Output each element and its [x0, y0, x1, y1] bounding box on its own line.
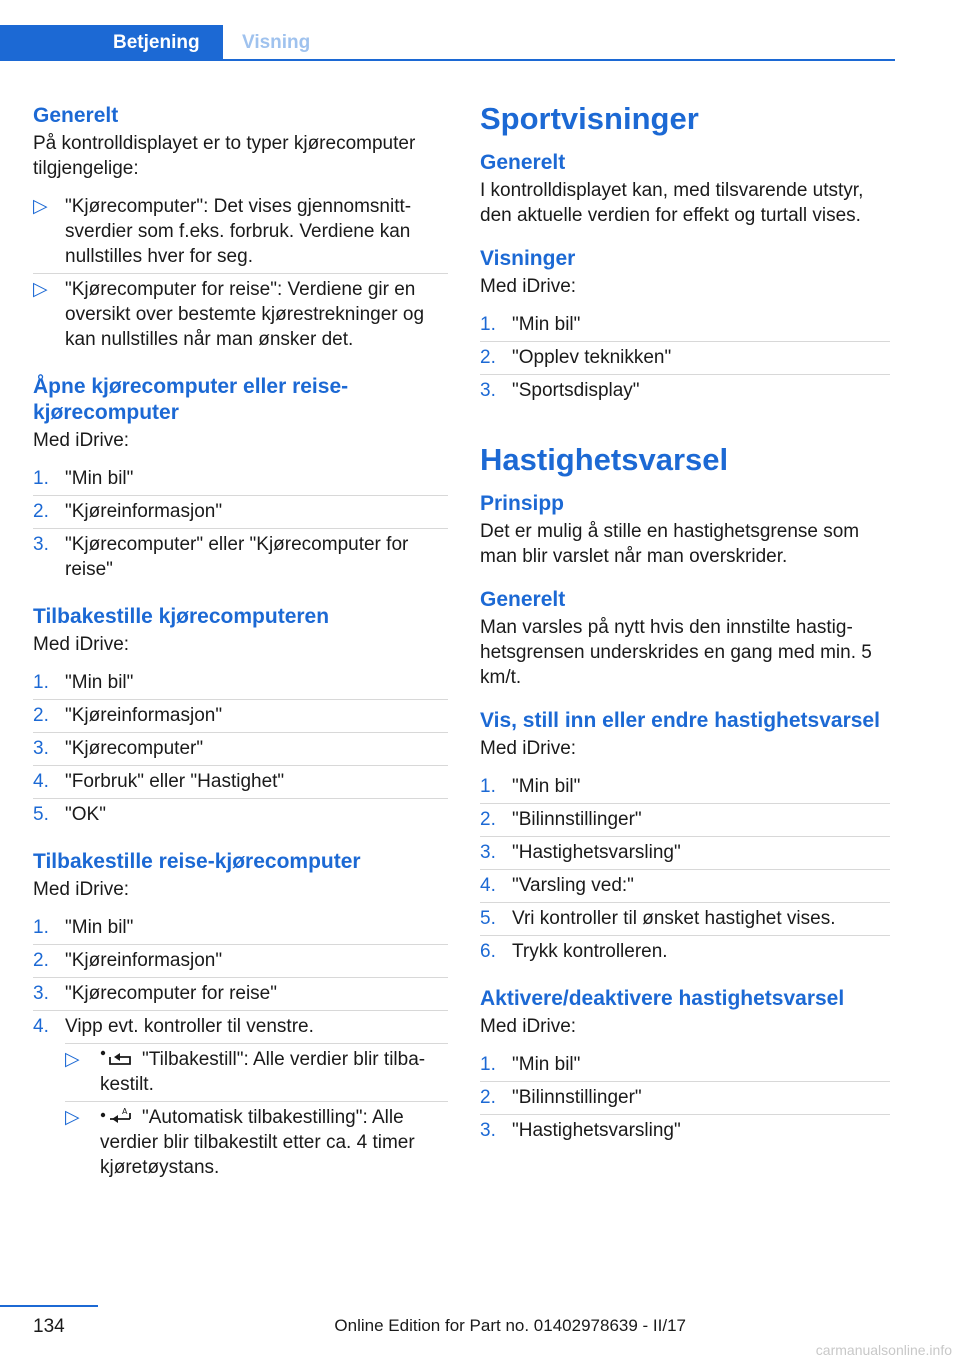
list-item: ▷ A "Automatisk tilbakestilling": Alle verdier blir tilbakestilt etter ca. 4 timer kjøretøystans.: [65, 1101, 448, 1184]
section-title-generelt: Generelt: [33, 104, 119, 127]
tab-betjening[interactable]: Betjening: [0, 25, 223, 61]
tab-visning[interactable]: Visning: [242, 32, 311, 53]
sport-generelt-text: I kontrolldisplayet kan, med tilsvarende utstyr, den aktuelle verdien for effekt og turtall vises.: [480, 180, 864, 226]
visninger-intro: Med iDrive:: [480, 276, 577, 297]
edition-text: Online Edition for Part no. 01402978639 - II/17: [334, 1316, 686, 1335]
chapter-title-sport: Sportvisninger: [480, 101, 699, 136]
list-item: 1. "Min bil": [480, 314, 581, 335]
triangle-bullet-icon: ▷: [65, 1107, 80, 1128]
list-item: 1. "Min bil": [33, 672, 134, 693]
list-item: 4. "Forbruk" eller "Hastighet": [33, 765, 448, 798]
triangle-bullet-icon: ▷: [33, 196, 48, 217]
section-title-reset-trip: Tilbakestille reise-kjørecomputer: [33, 850, 361, 873]
open-intro: Med iDrive:: [33, 430, 130, 451]
page-number: 134: [33, 1316, 65, 1337]
list-item: 2. "Kjøreinformasjon": [33, 944, 448, 977]
list-item: 2. "Opplev teknikken": [480, 341, 890, 374]
set-speed-steps: [480, 771, 890, 968]
reset-intro: Med iDrive:: [33, 634, 130, 655]
list-item: 2. "Kjøreinformasjon": [33, 699, 448, 732]
list-item: 2. "Bilinnstillinger": [480, 803, 890, 836]
list-item: 2. "Kjøreinformasjon": [33, 495, 448, 528]
section-title-visninger: Visninger: [480, 247, 576, 270]
triangle-bullet-icon: ▷: [33, 279, 48, 300]
header-tabs: [0, 25, 895, 61]
section-title-set-speed: Vis, still inn eller endre hastighetsvarsel: [480, 709, 880, 732]
section-title-speed-generelt: Generelt: [480, 588, 566, 611]
section-title-reset: Tilbakestille kjørecomputeren: [33, 605, 330, 628]
right-column: [480, 100, 890, 1157]
list-item: 3. "Hastighetsvarsling": [480, 836, 890, 869]
list-item: 3. "Kjørecomputer" eller "Kjørecomputer for reise": [33, 528, 448, 586]
footer-rule: [0, 1305, 98, 1307]
activate-speed-steps: [480, 1049, 890, 1147]
reset-trip-steps: [33, 912, 448, 1188]
list-item: 1. "Min bil": [33, 917, 134, 938]
list-item: 3. "Sportsdisplay": [480, 374, 890, 407]
section-title-open: Åpne kjørecomputer eller reise-kjørecomputer: [33, 375, 349, 424]
reset-trip-intro: Med iDrive:: [33, 879, 130, 900]
left-column: [33, 100, 448, 1198]
reset-arrow-icon: [100, 1049, 132, 1067]
section-title-activate-speed: Aktivere/deaktivere hastighetsvarsel: [480, 987, 845, 1010]
svg-text:A: A: [122, 1107, 128, 1116]
list-item: 5. "OK": [33, 798, 448, 831]
triangle-bullet-icon: ▷: [65, 1049, 80, 1070]
list-item: 3. "Kjørecomputer for reise": [33, 977, 448, 1010]
list-item: ▷ "Kjørecomputer for reise": Verdiene gir en oversikt over bestemte kjørestrekninger og kan nullstilles når man ønsker det.: [33, 273, 448, 356]
list-item: 6. Trykk kontrolleren.: [480, 935, 890, 968]
list-item: 4. "Varsling ved:": [480, 869, 890, 902]
list-item: 4. Vipp evt. kontroller til venstre. ▷ "Tilbakestill": Alle verdier blir tilba-kestilt. ▷ A "Automatisk tilbakestilling": Alle verdier blir tilbakestilt etter ca. 4 timer kjøretøystans.: [33, 1010, 448, 1188]
auto-reset-arrow-icon: [100, 1107, 132, 1125]
generelt-bullet-list: [33, 191, 448, 356]
list-item: 1. "Min bil": [480, 1054, 581, 1075]
prinsipp-text: Det er mulig å stille en hastighetsgrense som man blir varslet når man overskrider.: [480, 521, 860, 567]
visninger-steps: [480, 309, 890, 407]
watermark: carmanualsonline.info: [815, 1342, 952, 1358]
list-item: 3. "Kjørecomputer": [33, 732, 448, 765]
list-item: 1. "Min bil": [480, 776, 581, 797]
chapter-title-speed: Hastighetsvarsel: [480, 442, 729, 477]
reset-steps: [33, 667, 448, 831]
list-item: 5. Vri kontroller til ønsket hastighet vises.: [480, 902, 890, 935]
list-item: ▷ "Kjørecomputer": Det vises gjennomsnitt-sverdier som f.eks. forbruk. Verdiene kan nullstilles hver for seg.: [33, 196, 412, 267]
generelt-intro: På kontrolldisplayet er to typer kjørecomputer tilgjengelige:: [33, 133, 416, 179]
section-title-sport-generelt: Generelt: [480, 151, 566, 174]
list-item: 3. "Hastighetsvarsling": [480, 1114, 890, 1147]
reset-options-list: [65, 1043, 448, 1184]
list-item: 1. "Min bil": [33, 468, 134, 489]
set-speed-intro: Med iDrive:: [480, 738, 577, 759]
list-item: 2. "Bilinnstillinger": [480, 1081, 890, 1114]
section-title-prinsipp: Prinsipp: [480, 492, 565, 515]
speed-generelt-text: Man varsles på nytt hvis den innstilte hastig-hetsgrensen underskrides en gang med min. 5 km/t.: [480, 617, 872, 688]
activate-speed-intro: Med iDrive:: [480, 1016, 577, 1037]
open-steps: [33, 463, 448, 586]
list-item: ▷ "Tilbakestill": Alle verdier blir tilba-kestilt.: [65, 1043, 448, 1101]
